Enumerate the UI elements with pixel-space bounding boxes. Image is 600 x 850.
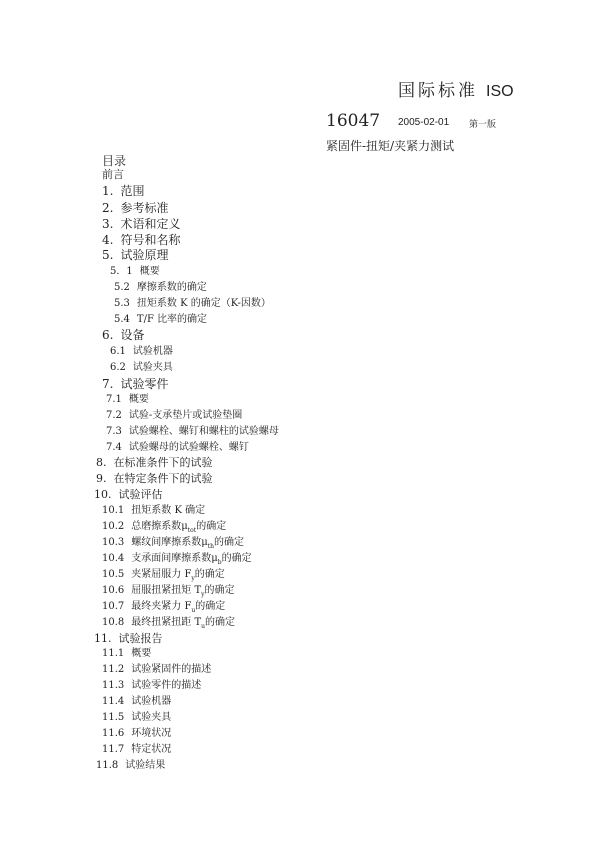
toc-item-number: 7.2 <box>106 410 122 421</box>
toc-item <box>106 425 279 439</box>
toc-item-title: 螺纹间摩擦系数μ <box>131 537 208 548</box>
toc-item-title: 试验机器 <box>131 696 172 707</box>
toc-item <box>102 168 124 182</box>
toc-item-number: 2. <box>102 201 114 215</box>
toc-item-subscript: y <box>201 591 205 598</box>
standard-label: 国际标准 <box>398 81 478 101</box>
toc-item-number: 11.5 <box>102 712 125 723</box>
toc-item-title: 试验零件的描述 <box>131 680 202 691</box>
toc-item-number: 5.4 <box>114 314 130 325</box>
toc-item-title: 特定状况 <box>131 744 172 755</box>
toc-item-suffix: 的确定 <box>214 537 245 548</box>
standard-edition: 第一版 <box>469 120 497 130</box>
toc-item-title: 试验报告 <box>118 632 163 645</box>
toc-item <box>114 281 207 295</box>
toc-item <box>102 377 168 391</box>
toc-item-title: 概要 <box>131 648 152 659</box>
toc-item <box>96 759 165 773</box>
toc-item-number: 7.4 <box>106 442 122 453</box>
toc-item-title: 试验评估 <box>118 488 163 501</box>
toc-item <box>96 456 213 470</box>
toc-item-title: 在标准条件下的试验 <box>113 456 213 469</box>
toc-item <box>102 552 252 567</box>
standard-organization: ISO <box>486 83 514 100</box>
standard-title <box>398 76 514 101</box>
toc-item-title: 夹紧屈服力 F <box>131 569 192 580</box>
toc-item-suffix: 的确定 <box>205 617 235 628</box>
toc-item-title: 最终扭紧扭距 T <box>131 617 202 628</box>
toc-item-number: 10.4 <box>102 553 125 564</box>
toc-item-title: 符号和名称 <box>120 233 181 247</box>
toc-item-title: 试验-支承垫片或试验垫圈 <box>128 410 243 421</box>
toc-item-subscript: u <box>201 623 205 630</box>
toc-item <box>114 297 271 311</box>
toc-item <box>94 632 163 646</box>
toc-item-number: 11.8 <box>96 760 119 771</box>
toc-item-number: 10.2 <box>102 521 125 532</box>
toc-item-number: 6. <box>102 328 114 342</box>
toc-item-number: 6.2 <box>110 362 126 373</box>
toc-item-title: 概要 <box>139 266 160 277</box>
toc-item-subscript: tot <box>187 527 197 534</box>
toc-item-number: 11.6 <box>102 728 125 739</box>
toc-item <box>102 504 205 518</box>
toc-item-subscript: u <box>191 607 196 614</box>
toc-item-number: 1. <box>102 184 114 198</box>
toc-item-title: 概要 <box>128 394 149 405</box>
toc-item-number: 4. <box>102 233 114 247</box>
toc-item-suffix: 的确定 <box>195 601 226 612</box>
toc-item-number: 11.1 <box>102 648 125 659</box>
toc-item <box>102 233 180 247</box>
toc-item <box>110 345 173 359</box>
toc-item <box>114 313 207 327</box>
toc-item <box>106 393 149 407</box>
toc-item-title: 试验零件 <box>120 377 169 391</box>
toc-item <box>102 328 144 342</box>
toc-item <box>102 647 151 661</box>
toc-item <box>110 265 160 279</box>
toc-item-number: 11.3 <box>102 680 125 691</box>
toc-item <box>102 568 225 583</box>
toc-item-title: 试验机器 <box>132 346 173 357</box>
toc-item <box>102 217 180 231</box>
toc-item-number: 10.5 <box>102 569 125 580</box>
toc-item-title: 支承面间摩擦系数μ <box>131 553 218 564</box>
toc-item <box>106 441 249 455</box>
toc-item-title: 试验夹具 <box>131 712 172 723</box>
toc-item-number: 11.2 <box>102 664 125 675</box>
toc-item-number: 11. <box>94 632 112 645</box>
toc-item-number: 9. <box>96 472 107 485</box>
toc-item-title: 试验紧固件的描述 <box>131 664 212 675</box>
toc-heading: 目录 <box>102 154 127 168</box>
toc-item-number: 11.7 <box>102 744 125 755</box>
toc-item <box>102 743 171 757</box>
toc-item <box>96 472 213 486</box>
toc-item-number: 7. <box>102 377 114 391</box>
toc-item-title: 摩擦系数的确定 <box>136 282 207 293</box>
toc-item-number: 10.7 <box>102 601 125 612</box>
toc-item <box>102 663 211 677</box>
toc-item-subscript: y <box>191 575 195 582</box>
toc-item-number: 10.6 <box>102 585 125 596</box>
toc-item-number: 5.2 <box>114 282 130 293</box>
toc-item-number: 10.3 <box>102 537 125 548</box>
toc-item-title: 扭矩系数 K 的确定（K-因数） <box>136 298 271 309</box>
toc-item-title: 术语和定义 <box>120 217 181 231</box>
toc-item <box>94 488 163 502</box>
toc-item-number: 5. <box>102 248 114 262</box>
toc-item-title: 参考标准 <box>120 201 169 215</box>
standard-subtitle: 紧固件-扭矩/夹紧力测试 <box>326 139 455 153</box>
toc-item <box>102 695 171 709</box>
standard-number: 16047 <box>326 111 381 131</box>
toc-item-suffix: 的确定 <box>196 521 227 532</box>
toc-item-title: 试验螺栓、螺钉和螺柱的试验螺母 <box>128 426 279 437</box>
toc-item <box>102 711 171 725</box>
toc-item-number: 11.4 <box>102 696 125 707</box>
toc-item-suffix: 的确定 <box>221 553 252 564</box>
toc-item-number: 8. <box>96 456 107 469</box>
toc-item-title: 范围 <box>120 184 145 198</box>
toc-item-title: 前言 <box>102 168 124 181</box>
toc-item-title: 试验原理 <box>120 248 169 262</box>
toc-item <box>102 184 144 198</box>
toc-item <box>102 727 171 741</box>
toc-item-number: 3. <box>102 217 114 231</box>
toc-item <box>102 520 226 535</box>
toc-item-title: 总磨擦系数μ <box>131 521 188 532</box>
toc-item <box>102 536 244 551</box>
toc-item-title: 环境状况 <box>131 728 172 739</box>
toc-item-title: 试验螺母的试验螺栓、螺钉 <box>128 442 249 453</box>
toc-item-suffix: 的确定 <box>194 569 225 580</box>
toc-item <box>110 361 173 375</box>
toc-item <box>102 600 225 615</box>
toc-item <box>106 409 242 423</box>
toc-item-number: 7.1 <box>106 394 122 405</box>
toc-item-number: 5.3 <box>114 298 130 309</box>
toc-item-number: 10. <box>94 488 112 501</box>
toc-item <box>102 679 201 693</box>
toc-item-suffix: 的确定 <box>204 585 235 596</box>
toc-item-title: 试验结果 <box>125 760 166 771</box>
toc-item-number: 6.1 <box>110 346 126 357</box>
toc-item-number: 7.3 <box>106 426 122 437</box>
toc-item <box>102 201 168 215</box>
toc-item-number: 10.1 <box>102 505 125 516</box>
toc-item-title: 在特定条件下的试验 <box>113 472 213 485</box>
toc-item-title: 试验夹具 <box>132 362 173 373</box>
toc-item-title: 屈服扭紧扭矩 T <box>131 585 202 596</box>
toc-item <box>102 248 168 262</box>
toc-item-title: 最终夹紧力 F <box>131 601 192 612</box>
toc-item-number: 10.8 <box>102 617 125 628</box>
toc-item <box>102 584 235 599</box>
toc-item-subscript: th <box>207 543 215 550</box>
toc-item <box>102 616 235 631</box>
toc-item-number: 5．1 <box>110 266 133 277</box>
toc-item-title: T/F 比率的确定 <box>136 314 208 325</box>
toc-item-title: 扭矩系数 K 确定 <box>131 505 206 516</box>
toc-item-title: 设备 <box>120 328 145 342</box>
toc-item-subscript: b <box>217 559 222 566</box>
standard-date: 2005-02-01 <box>398 117 450 128</box>
